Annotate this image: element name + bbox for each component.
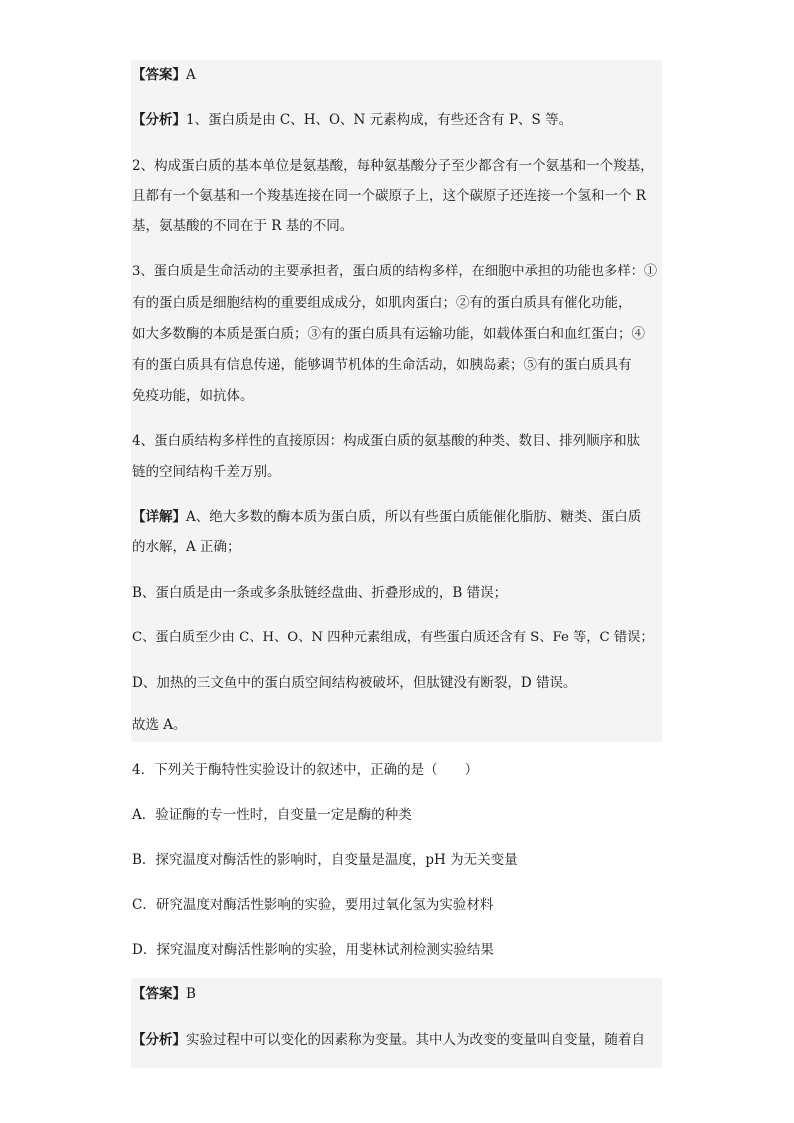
answer-value: A [186,67,196,83]
q4-option-d: D．探究温度对酶活性影响的实验，用斐林试剂检测实验结果 [132,942,494,958]
q3-conclusion: 故选 A。 [132,717,187,733]
q3-detail-d: D、加热的三文鱼中的蛋白质空间结构被破坏，但肽键没有断裂，D 错误。 [132,675,577,691]
q3-analysis-p3-line1: 3、蛋白质是生命活动的主要承担者，蛋白质的结构多样，在细胞中承担的功能也多样：① [132,264,658,279]
q3-detail-c: C、蛋白质至少由 C、H、O、N 四种元素组成，有些蛋白质还含有 S、Fe 等，C 错误； [132,630,654,645]
q3-analysis-p3-line3: 如大多数酶的本质是蛋白质；③有的蛋白质具有运输功能，如载体蛋白和血红蛋白；④ [132,326,645,342]
q3-detail-a-line1: 【详解】A、绝大多数的酶本质为蛋白质，所以有些蛋白质能催化脂肪、糖类、蛋白质 [132,509,642,525]
answer-block-q4 [131,978,662,1068]
q3-detail-b: B、蛋白质是由一条或多条肽链经盘曲、折叠形成的，B 错误； [132,585,508,601]
q3-answer [132,65,196,85]
q4-answer [132,984,196,1004]
q3-detail-a-line2: 的水解，A 正确； [132,539,241,555]
q4-option-b: B．探究温度对酶活性的影响时，自变量是温度，pH 为无关变量 [132,852,518,868]
q3-analysis-p3-line2: 有的蛋白质是细胞结构的重要组成成分，如肌肉蛋白；②有的蛋白质具有催化功能， [132,295,632,311]
answer-value: B [186,986,196,1002]
analysis-label: 【分析】 [132,112,186,128]
answer-label: 【答案】 [132,986,186,1002]
q3-analysis-p3-line4: 有的蛋白质具有信息传递，能够调节机体的生命活动，如胰岛素；⑤有的蛋白质具有 [132,357,632,373]
q3-analysis-p2-line3: 基，氨基酸的不同在于 R 基的不同。 [132,218,354,234]
q4-option-a: A．验证酶的专一性时，自变量一定是酶的种类 [132,807,412,823]
q4-option-c: C．研究温度对酶活性影响的实验，要用过氧化氢为实验材料 [132,897,494,913]
q4-stem: 4．下列关于酶特性实验设计的叙述中，正确的是（ ） [132,762,479,778]
q3-analysis-p3-line5: 免疫功能，如抗体。 [132,388,254,404]
q3-analysis-p4-line2: 链的空间结构千差万别。 [132,464,281,480]
analysis-label: 【分析】 [132,1032,186,1048]
q3-analysis-p2-line2: 且都有一个氨基和一个羧基连接在同一个碳原子上，这个碳原子还连接一个氢和一个 R [132,188,646,204]
detail-label: 【详解】 [132,509,186,525]
q3-analysis-p4-line1: 4、蛋白质结构多样性的直接原因：构成蛋白质的氨基酸的种类、数目、排列顺序和肽 [132,433,641,449]
q3-analysis-p2-line1: 2、构成蛋白质的基本单位是氨基酸，每种氨基酸分子至少都含有一个氨基和一个羧基， [132,158,654,174]
q3-analysis-p1: 【分析】1、蛋白质是由 C、H、O、N 元素构成，有些还含有 P、S 等。 [132,112,573,128]
q4-analysis: 【分析】实验过程中可以变化的因素称为变量。其中人为改变的变量叫自变量，随着自 [132,1032,645,1048]
answer-label: 【答案】 [132,67,186,83]
